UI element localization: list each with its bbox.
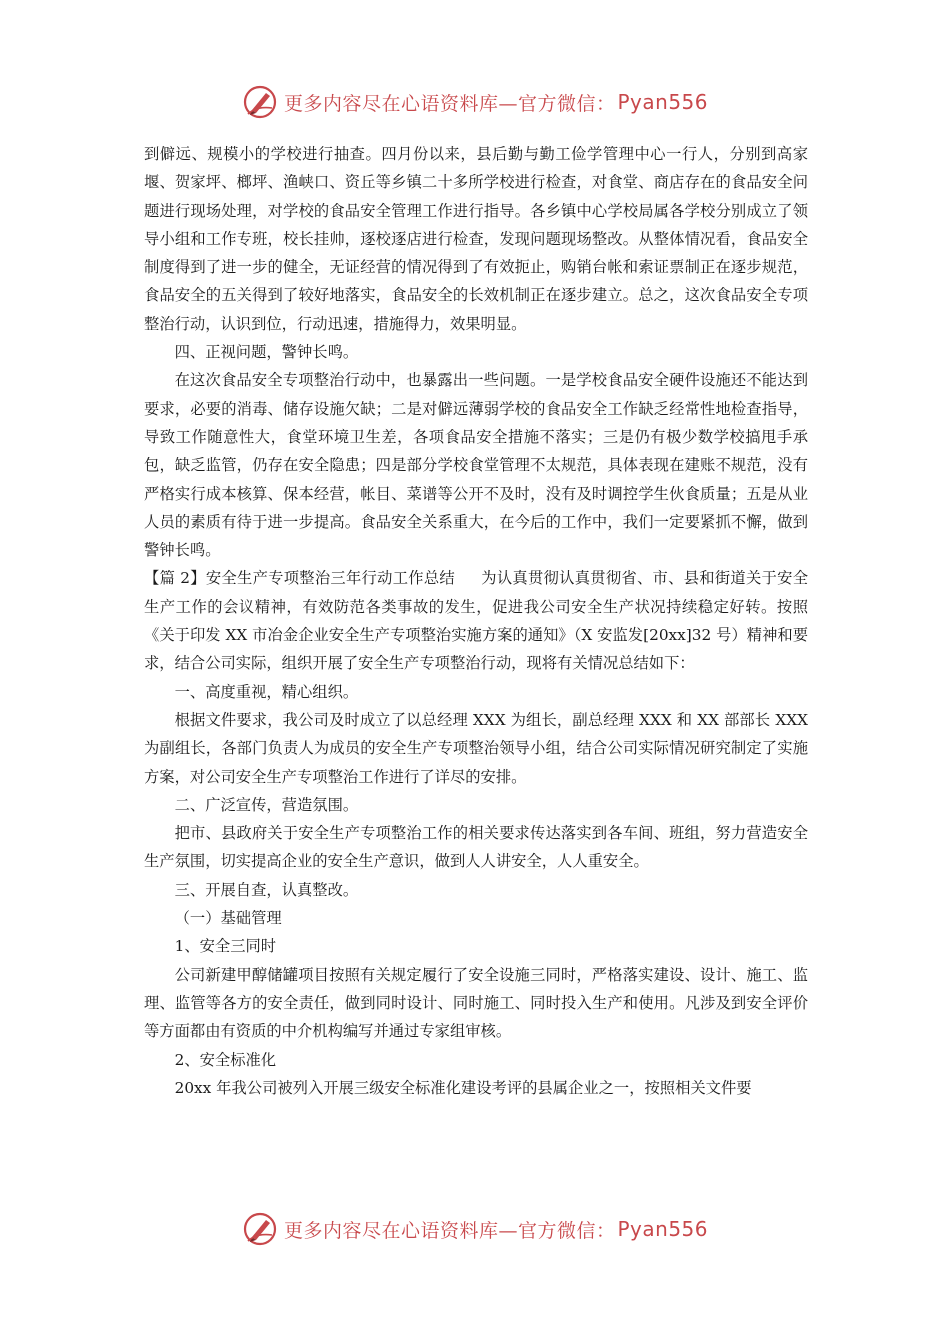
- banner-wechat-id: Pyan556: [617, 1217, 709, 1241]
- banner-text: 更多内容尽在心语资料库—官方微信：: [283, 92, 616, 115]
- paragraph: 20xx 年我公司被列入开展三级安全标准化建设考评的县属企业之一，按照相关文件要: [174, 1078, 752, 1097]
- item-heading: 1、安全三同时: [174, 937, 277, 956]
- subsection-heading: （一）基础管理: [174, 909, 282, 928]
- paragraph: [144, 564, 808, 677]
- paragraph-text: 为认真贯彻认真贯彻省、市、县和街道关于安全生产工作的会议精神，有效防范各类事故的发生，促进我公司安全生产状况持续稳定好转。按照《关于印发 XX 市冶金企业安全生产专项整治实施方案的通知》（X 安监发[20xx]32 号）精神和要求，结合公司实际，组织开展了安全生产专项整治行动，现将有关情况总结如下：: [144, 569, 808, 673]
- paragraph: 公司新建甲醇储罐项目按照有关规定履行了安全设施三同时，严格落实建设、设计、施工、监理、监管等各方的安全责任，做到同时设计、同时施工、同时投入生产和使用。凡涉及到安全评价等方面都由有资质的中介机构编写并通过专家组审核。: [144, 965, 808, 1041]
- section-heading: 一、高度重视，精心组织。: [174, 682, 359, 701]
- banner-text: 更多内容尽在心语资料库—官方微信：: [283, 1219, 616, 1242]
- banner-wechat-id: Pyan556: [617, 90, 709, 114]
- paragraph: 把市、县政府关于安全生产专项整治工作的相关要求传达落实到各车间、班组，努力营造安全生产氛围，切实提高企业的安全生产意识，做到人人讲安全，人人重安全。: [144, 824, 808, 871]
- section-heading: 三、开展自查，认真整改。: [174, 880, 359, 899]
- paragraph: 根据文件要求，我公司及时成立了以总经理 XXX 为组长，副总经理 XXX 和 XX 部部长 XXX 为副组长，各部门负责人为成员的安全生产专项整治领导小组，结合公司实际情况研究制定了实施方案，对公司安全生产专项整治工作进行了详尽的安排。: [144, 710, 808, 786]
- article-heading: 【篇 2】安全生产专项整治三年行动工作总结: [144, 569, 455, 588]
- paragraph: 到僻远、规模小的学校进行抽查。四月份以来，县后勤与勤工俭学管理中心一行人，分别到高家堰、贺家坪、榔坪、渔峡口、资丘等乡镇二十多所学校进行检查，对食堂、商店存在的食品安全问题进行现场处理，对学校的食品安全管理工作进行指导。各乡镇中心学校局属各学校分别成立了领导小组和工作专班，校长挂帅，逐校逐店进行检查，发现问题现场整改。从整体情况看，食品安全制度得到了进一步的健全，无证经营的情况得到了有效扼止，购销台帐和索证票制正在逐步规范，食品安全的五关得到了较好地落实，食品安全的长效机制正在逐步建立。总之，这次食品安全专项整治行动，认识到位，行动迅速，措施得力，效果明显。: [144, 145, 808, 333]
- pen-logo-icon: [242, 84, 278, 120]
- section-heading: 二、广泛宣传，营造氛围。: [174, 795, 359, 814]
- item-heading: 2、安全标准化: [174, 1050, 277, 1069]
- section-heading: 四、正视问题，警钟长鸣。: [174, 343, 359, 362]
- paragraph: 在这次食品安全专项整治行动中，也暴露出一些问题。一是学校食品安全硬件设施还不能达到要求，必要的消毒、储存设施欠缺；二是对僻远薄弱学校的食品安全工作缺乏经常性地检查指导，导致工作随意性大，食堂环境卫生差，各项食品安全措施不落实；三是仍有极少数学校搞甩手承包，缺乏监管，仍存在安全隐患；四是部分学校食堂管理不太规范，具体表现在建账不规范，没有严格实行成本核算、保本经营，帐目、菜谱等公开不及时，没有及时调控学生伙食质量；五是从业人员的素质有待于进一步提高。食品安全关系重大，在今后的工作中，我们一定要紧抓不懈，做到警钟长鸣。: [144, 371, 808, 560]
- pen-logo-icon: [242, 1211, 278, 1247]
- document-body: [144, 140, 808, 1102]
- header-banner: [0, 82, 950, 122]
- footer-banner: [0, 1209, 950, 1249]
